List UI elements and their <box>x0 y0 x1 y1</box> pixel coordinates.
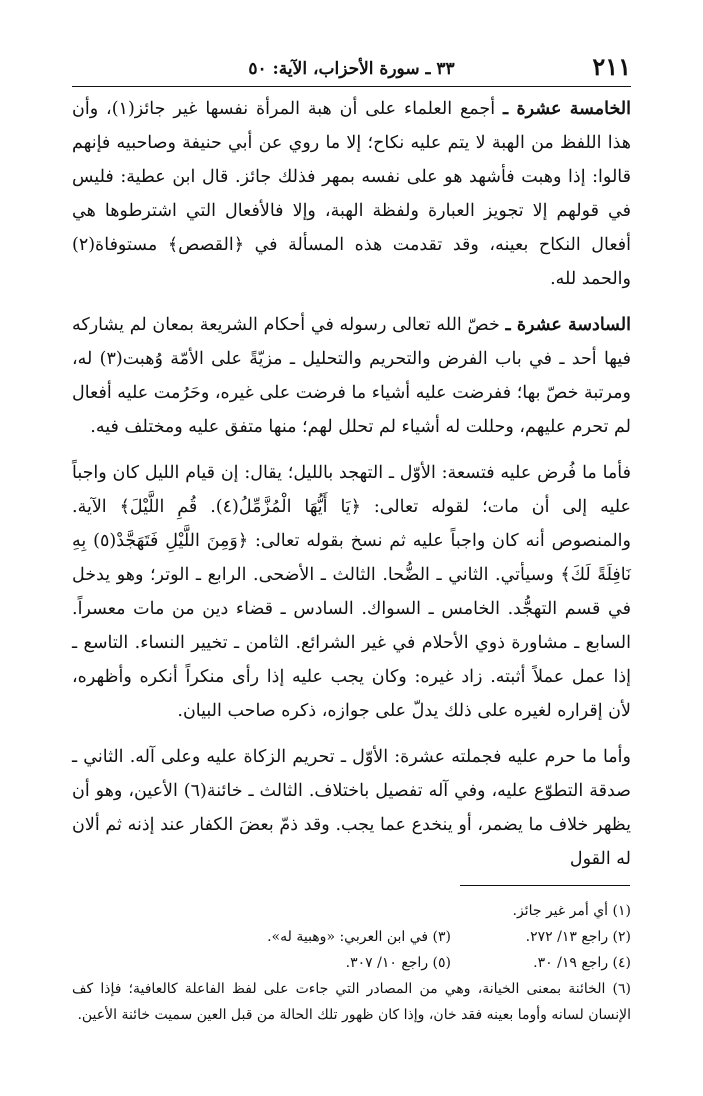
footnote-3: (٣) في ابن العربي: «وهبية له». <box>267 929 451 945</box>
main-text <box>72 92 631 888</box>
paragraph-text: وأما ما حرم عليه فجملته عشرة: الأوّل ـ تحريم الزكاة عليه وعلى آله. الثاني ـ صدقة التطوّع عليه، وفي آله تفصيل باختلاف. الثالث ـ خائنة(٦) الأعين، وهو أن يظهر خلاف ما يضمر، أو ينخدع عما يجب. وقد ذمّ بعضَ الكفار عند إذنه ثم ألان له القول <box>72 747 631 869</box>
paragraph-text: فأما ما فُرض عليه فتسعة: الأوّل ـ التهجد بالليل؛ يقال: إن قيام الليل كان واجباً عليه إلى أن مات؛ لقوله تعالى: ﴿يَا أَيُّهَا الْمُزَّمِّلُ(٤). قُمِ اللَّيْلَ﴾ الآية. والمنصوص أنه كان واجباً عليه ثم نسخ بقوله تعالى: ﴿وَمِنَ اللَّيْلِ فَتَهَجَّدْ(٥) بِهِ نَافِلَةً لَكَ﴾ وسيأتي. الثاني ـ الضُّحا. الثالث ـ الأضحى. الرابع ـ الوتر؛ وهو يدخل في قسم التهجُّد. الخامس ـ السواك. السادس ـ قضاء دين من مات معسراً. السابع ـ مشاورة ذوي الأحلام في غير الشرائع. الثامن ـ تخيير النساء. التاسع ـ إذا عمل عملاً أثبته. زاد غيره: وكان يجب عليه إذا رأى منكراً أنكره وأظهره، لأن إقراره لغيره على ذلك يدلّ على جوازه، ذكره صاحب البيان. <box>72 463 631 721</box>
footnotes <box>72 898 631 1028</box>
section-lead: السادسة عشرة ـ <box>505 315 631 335</box>
running-title: ٣٣ ـ سورة الأحزاب، الآية: ٥٠ <box>248 59 455 79</box>
footnote-row <box>72 924 631 950</box>
paragraph-obligations <box>72 456 631 728</box>
paragraph-text: خصّ الله تعالى رسوله في أحكام الشريعة بمعان لم يشاركه فيها أحد ـ في باب الفرض والتحريم والتحليل ـ مزيّةً على الأمّة وُهبت(٣) له، ومرتبة خصّ بها؛ ففرضت عليه أشياء ما فرضت على غيره، وحَرُمت عليه أفعال لم تحرم عليهم، وحللت له أشياء لم تحلل لهم؛ منها متفق عليه ومختلف فيه. <box>72 315 631 437</box>
paragraph-text: أجمع العلماء على أن هبة المرأة نفسها غير جائز(١)، وأن هذا اللفظ من الهبة لا يتم عليه نكاح؛ إلا ما روي عن أبي حنيفة وصاحبيه فإنهم قالوا: إذا وهبت فأشهد هو على نفسه بمهر فذلك جائز. قال ابن عطية: فليس في قولهم إلا تجويز العبارة ولفظة الهبة، وإلا فالأفعال التي اشترطوها هي أفعال النكاح بعينه، وقد تقدمت هذه المسألة في ﴿القصص﴾ مستوفاة(٢) والحمد لله. <box>72 99 631 289</box>
footnote-row <box>72 898 631 924</box>
section-lead: الخامسة عشرة ـ <box>502 99 631 119</box>
paragraph-fifteenth <box>72 92 631 296</box>
footnote-5: (٥) راجع ١٠/ ٣٠٧. <box>345 955 451 971</box>
footnote-2: (٢) راجع ١٣/ ٢٧٢. <box>525 929 631 945</box>
footnote-4: (٤) راجع ١٩/ ٣٠. <box>533 955 631 971</box>
footnote-divider <box>460 885 630 886</box>
paragraph-prohibitions <box>72 740 631 876</box>
footnote-1: (١) أي أمر غير جائز. <box>512 903 631 919</box>
page-number: ٢١١ <box>592 52 631 81</box>
page-header <box>72 52 631 87</box>
footnote-row <box>72 950 631 976</box>
paragraph-sixteenth <box>72 308 631 444</box>
footnote-6: (٦) الخائنة بمعنى الخيانة، وهي من المصادر التي جاءت على لفظ الفاعلة كالعافية؛ فإذا كف الإنسان لسانه وأوما بعينه فقد خان، وإذا كان ظهور تلك الحالة من قبل العين سميت خائنة الأعين. <box>72 981 631 1023</box>
